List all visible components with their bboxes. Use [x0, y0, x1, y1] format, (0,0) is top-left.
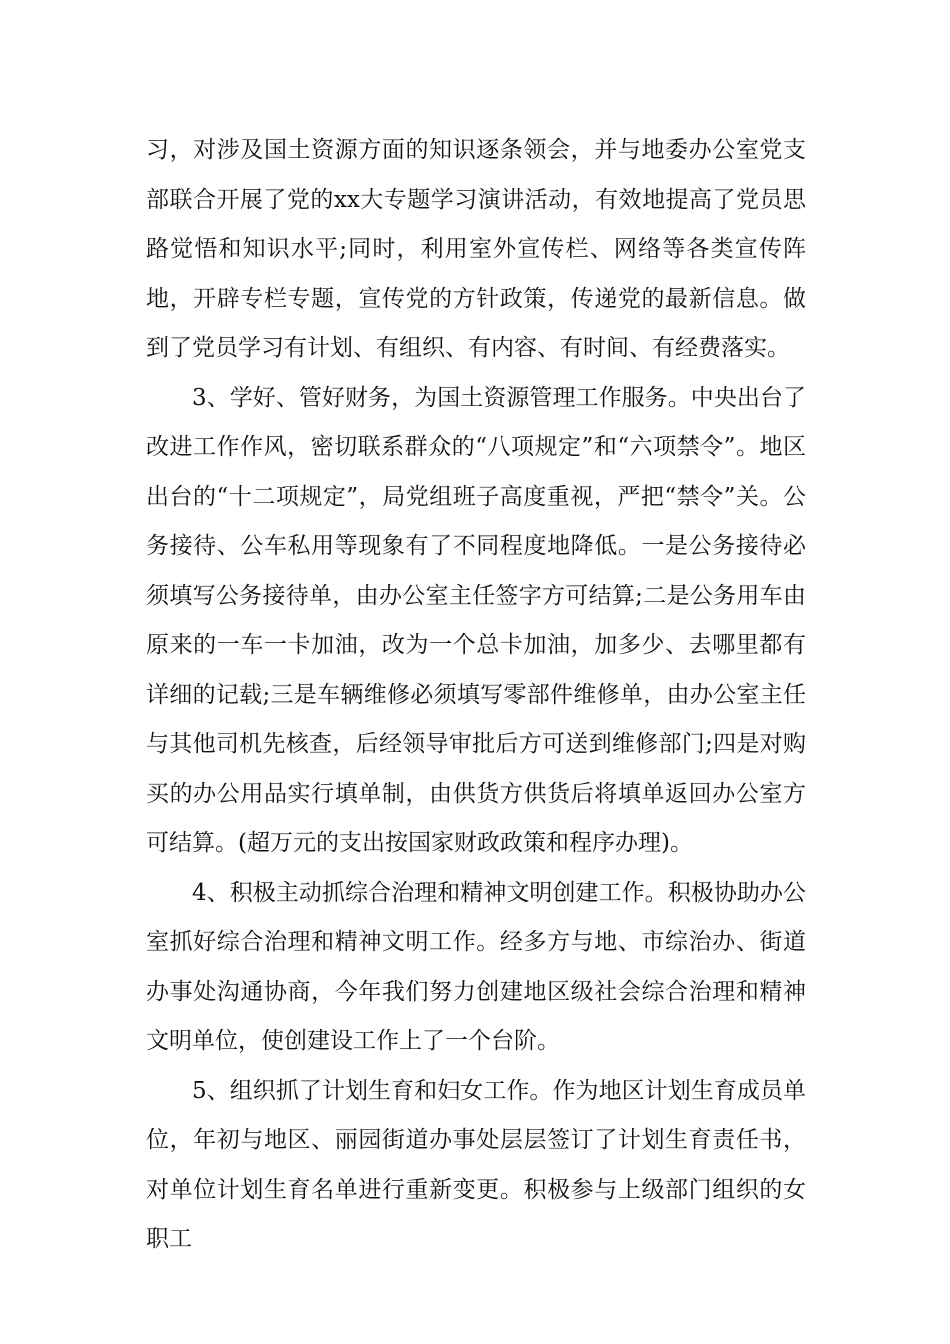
paragraph-continued-study: 习，对涉及国土资源方面的知识逐条领会，并与地委办公室党支部联合开展了党的xx大专题学习演讲活动，有效地提高了党员思路觉悟和知识水平;同时，利用室外宣传栏、网络等各类宣传阵地，开辟专栏专题，宣传党的方针政策，传递党的最新信息。做到了党员学习有计划、有组织、有内容、有时间、有经费落实。 — [146, 137, 806, 361]
paragraph-comprehensive-governance: 4、积极主动抓综合治理和精神文明创建工作。积极协助办公室抓好综合治理和精神文明工作。经多方与地、市综治办、街道办事处沟通协商，今年我们努力创建地区级社会综合治理和精神文明单位，使创建设工作上了一个台阶。 — [146, 879, 806, 1054]
paragraph-family-planning: 5、组织抓了计划生育和妇女工作。作为地区计划生育成员单位，年初与地区、丽园街道办事处层层签订了计划生育责任书，对单位计划生育名单进行重新变更。积极参与上级部门组织的女职工 — [146, 1077, 806, 1252]
document-body — [146, 126, 806, 1265]
paragraph-finance: 3、学好、管好财务，为国土资源管理工作服务。中央出台了改进工作作风，密切联系群众的“八项规定”和“六项禁令”。地区出台的“十二项规定”，局党组班子高度重视，严把“禁令”关。公务接待、公车私用等现象有了不同程度地降低。一是公务接待必须填写公务接待单，由办公室主任签字方可结算;二是公务用车由原来的一车一卡加油，改为一个总卡加油，加多少、去哪里都有详细的记载;三是车辆维修必须填写零部件维修单，由办公室主任与其他司机先核查，后经领导审批后方可送到维修部门;四是对购买的办公用品实行填单制，由供货方供货后将填单返回办公室方可结算。(超万元的支出按国家财政政策和程序办理)。 — [146, 384, 806, 856]
